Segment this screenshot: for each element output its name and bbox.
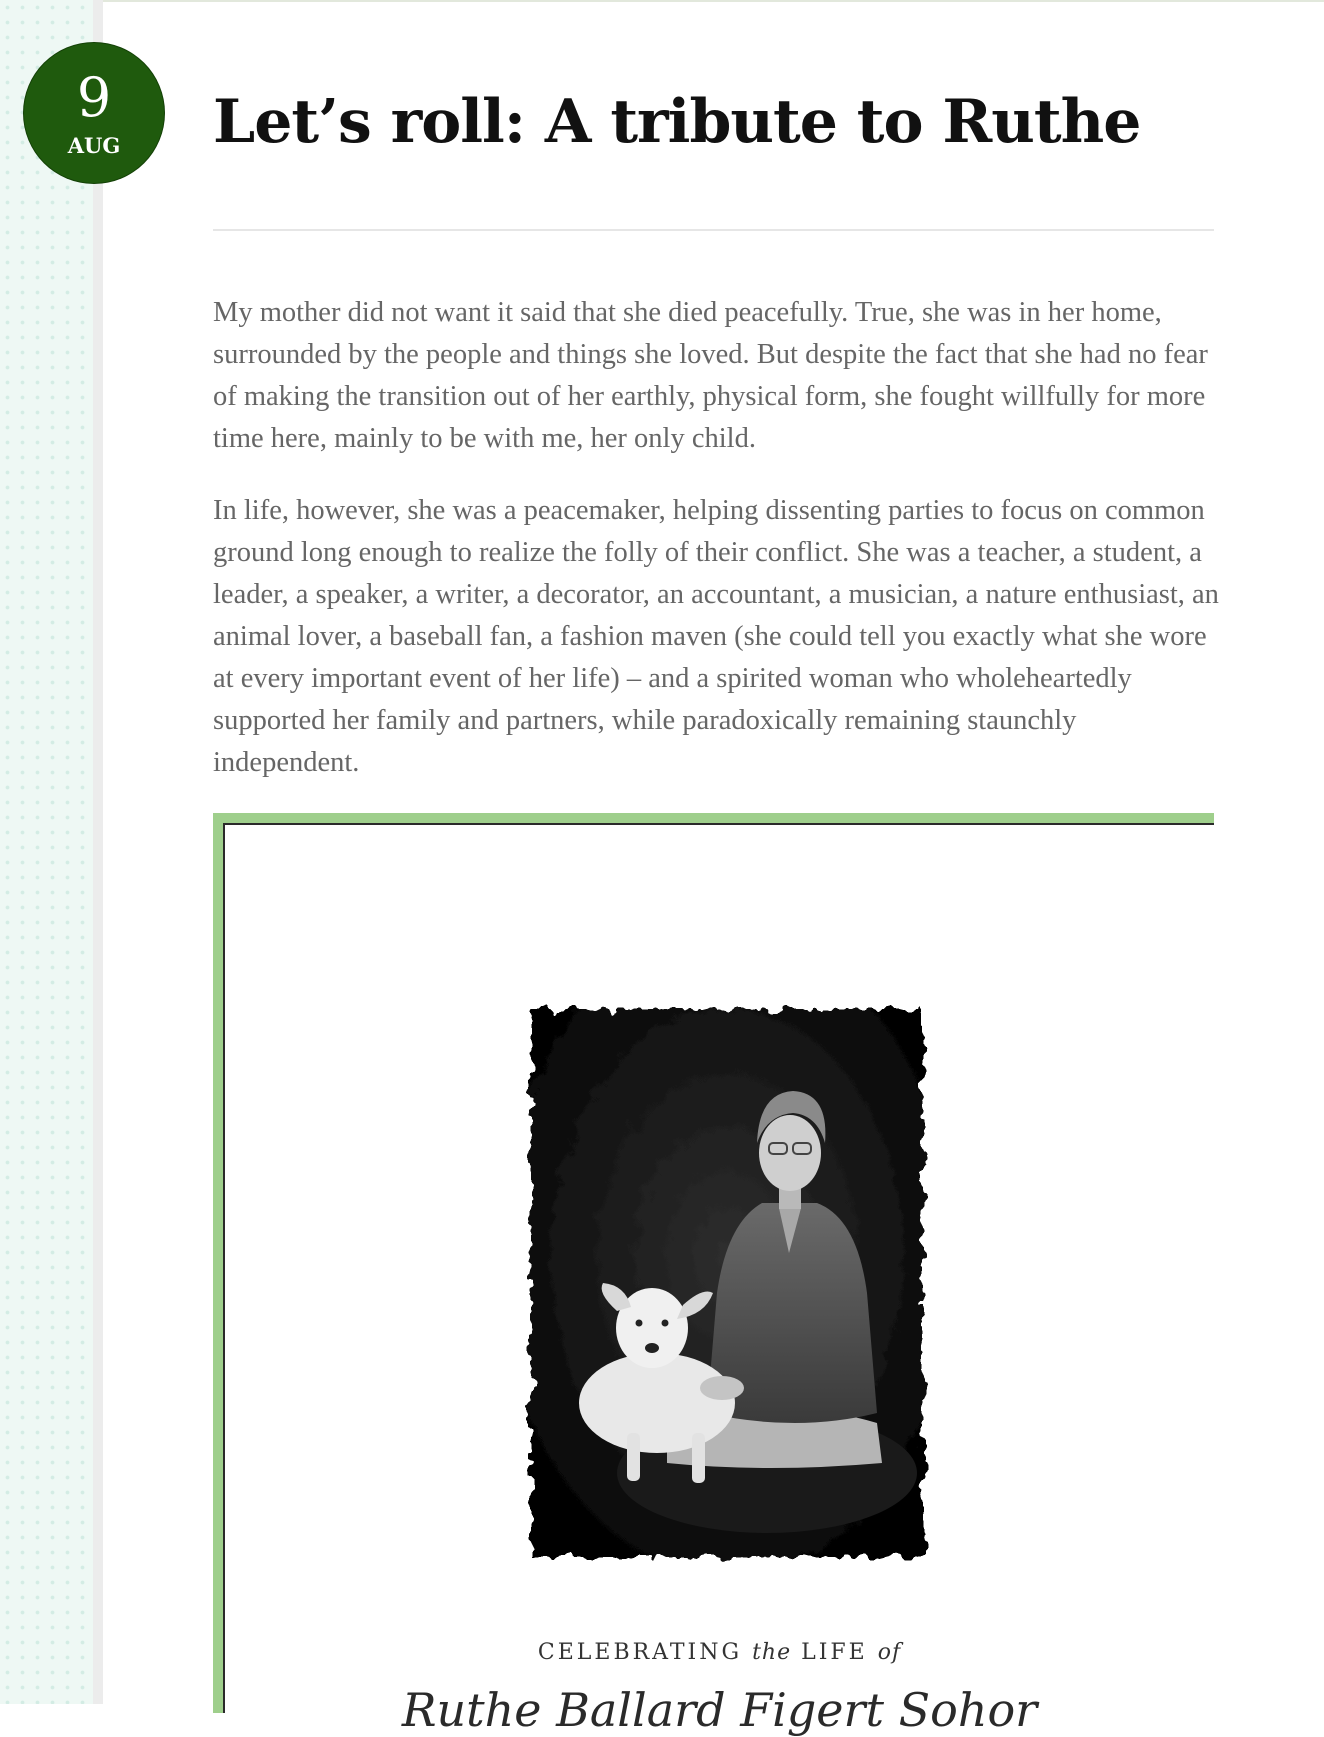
side-strip-border (93, 0, 103, 1704)
decorative-side-strip (0, 0, 93, 1704)
memorial-caption (225, 1640, 1214, 1665)
memorial-card (223, 823, 1214, 1737)
post-date-month: AUG (67, 133, 121, 158)
caption-of: of (877, 1640, 902, 1665)
post-paragraph-1: My mother did not want it said that she died peacefully. True, she was in her home, surrounded by the people and things she loved. But despite the fact that she had no fear of making the transition out of her earthly, physical form, she fought willfully for more time here, mainly to be with me, her only child. (213, 297, 1208, 454)
post-title[interactable]: Let’s roll: A tribute to Ruthe (213, 87, 1141, 157)
caption-celebrating: CELEBRATING (537, 1640, 743, 1665)
caption-the: the (752, 1640, 792, 1665)
post-date-badge (24, 43, 164, 183)
post-body (213, 292, 1223, 814)
caption-life: LIFE (801, 1640, 868, 1665)
memorial-name: Ruthe Ballard Figert Sohor (401, 1683, 1038, 1737)
post-paragraph-2: In life, however, she was a peacemaker, helping dissenting parties to focus on common ground long enough to realize the folly of their conflict. She was a teacher, a student, a leader, a speaker, a writer, a decorator, an accountant, a musician, a nature enthusiast, an animal lover, a baseball fan, a fashion maven (she could tell you exactly what she wore at every important event of her life) – and a spirited woman who wholeheartedly supported her family and partners, while paradoxically remaining staunchly independent. (213, 495, 1219, 778)
title-divider (213, 229, 1214, 231)
portrait-photo-woman-with-dog (517, 993, 937, 1573)
top-divider (103, 0, 1324, 2)
post-date-day: 9 (76, 66, 112, 129)
memorial-card-image[interactable] (213, 813, 1214, 1737)
